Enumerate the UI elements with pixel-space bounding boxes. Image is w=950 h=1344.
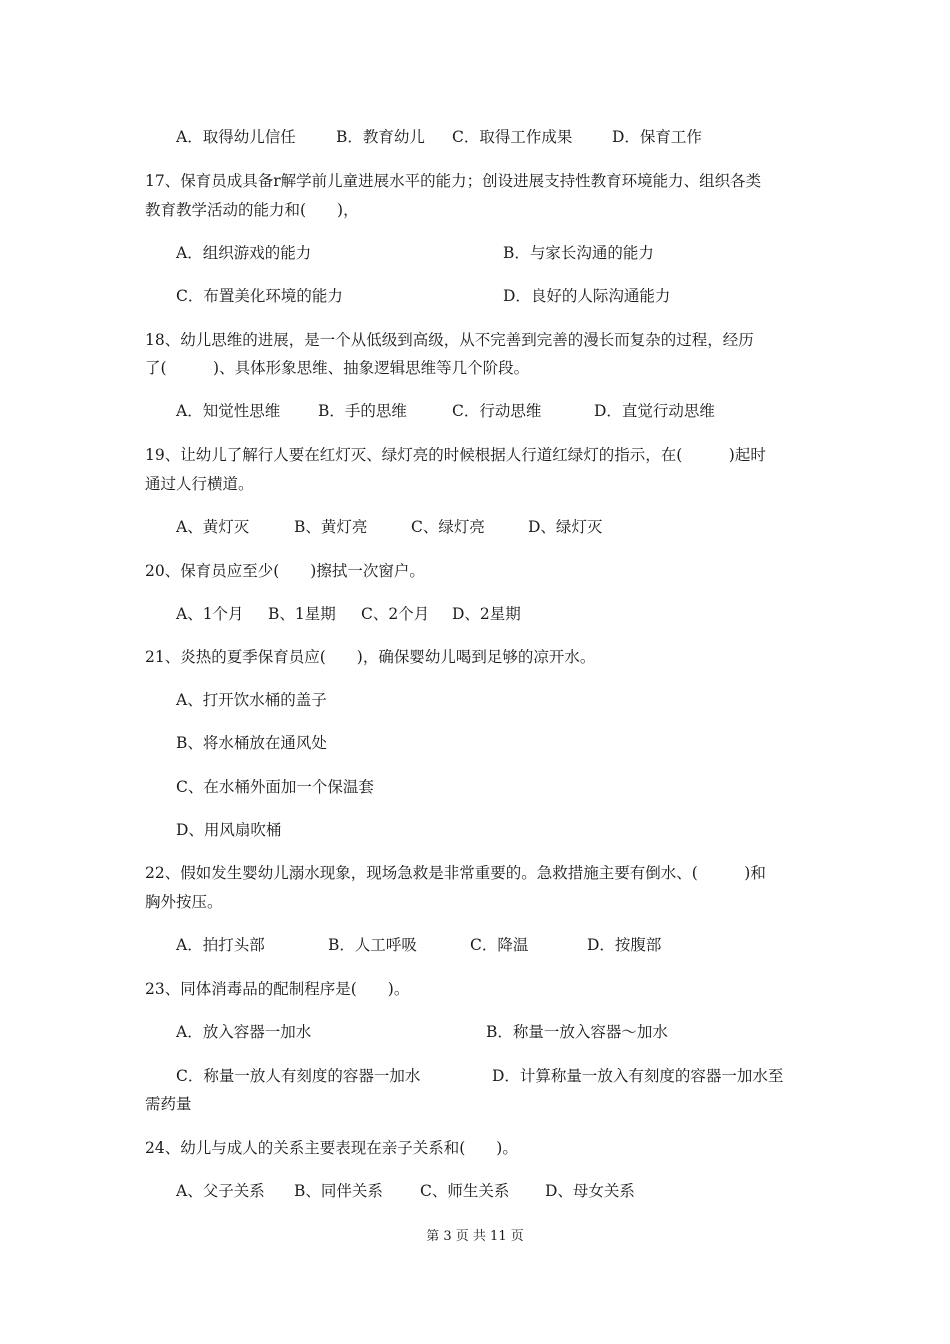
q20-option-d: D、2星期 <box>452 605 521 623</box>
q20-option-c: C、2个月 <box>361 605 430 623</box>
q17-line2: 教育教学活动的能力和( )， <box>145 201 359 219</box>
q24-option-d: D、母女关系 <box>545 1182 635 1200</box>
q20-option-a: A、1个月 <box>176 605 244 623</box>
q19-option-b: B、黄灯亮 <box>294 518 368 536</box>
q18-line2: 了( )、具体形象思维、抽象逻辑思维等几个阶段。 <box>145 359 530 377</box>
q21-option-c: C、在水桶外面加一个保温套 <box>176 778 374 796</box>
q19-line1: 19、让幼儿了解行人要在红灯灭、绿灯亮的时候根据人行道红绿灯的指示，在( )起时 <box>145 446 766 464</box>
q22-line1: 22、假如发生婴幼儿溺水现象，现场急救是非常重要的。急救措施主要有倒水、( )和 <box>145 864 766 882</box>
q19-option-a: A、黄灯灭 <box>176 518 250 536</box>
q18-line1: 18、幼儿思维的进展，是一个从低级到高级，从不完善到完善的漫长而复杂的过程，经历 <box>145 331 754 349</box>
q22-line2: 胸外按压。 <box>145 893 223 911</box>
q17-option-a: A．组织游戏的能力 <box>176 244 312 262</box>
q16-option-d: D．保育工作 <box>612 128 702 146</box>
q19-line2: 通过人行横道。 <box>145 475 254 493</box>
q21-option-b: B、将水桶放在通风处 <box>176 734 327 752</box>
page-number-footer: 第 3 页 共 11 页 <box>426 1229 524 1244</box>
q22-option-c: C．降温 <box>470 936 529 954</box>
q16-option-b: B．教育幼儿 <box>336 128 425 146</box>
q17-option-d: D．良好的人际沟通能力 <box>503 287 671 305</box>
q23-option-a: A．放入容器一加水 <box>176 1023 312 1041</box>
q24-option-c: C、师生关系 <box>420 1182 510 1200</box>
q21-option-a: A、打开饮水桶的盖子 <box>176 691 327 709</box>
q21-line1: 21、炎热的夏季保育员应( )，确保婴幼儿喝到足够的凉开水。 <box>145 648 596 666</box>
q18-option-b: B．手的思维 <box>318 402 407 420</box>
q24-option-a: A、父子关系 <box>176 1182 265 1200</box>
q23-line1: 23、同体消毒品的配制程序是( )。 <box>145 980 410 998</box>
q19-option-d: D、绿灯灭 <box>528 518 603 536</box>
q22-option-b: B．人工呼吸 <box>328 936 417 954</box>
q22-option-d: D．按腹部 <box>587 936 662 954</box>
q18-option-a: A．知觉性思维 <box>176 402 281 420</box>
q18-option-c: C．行动思维 <box>452 402 542 420</box>
q23-option-d: D．计算称量一放入有刻度的容器一加水至 <box>492 1067 784 1085</box>
q20-option-b: B、1星期 <box>268 605 336 623</box>
q17-option-c: C．布置美化环境的能力 <box>176 287 343 305</box>
q21-option-d: D、用风扇吹桶 <box>176 821 282 839</box>
q16-option-c: C．取得工作成果 <box>452 128 573 146</box>
q19-option-c: C、绿灯亮 <box>411 518 485 536</box>
q23-option-b: B．称量一放入容器～加水 <box>486 1023 668 1041</box>
q16-option-a: A．取得幼儿信任 <box>176 128 296 146</box>
q17-line1: 17、保育员成具备r解学前儿童进展水平的能力；创设进展支持性教育环境能力、组织各类 <box>145 172 762 190</box>
q23-option-d-wrap: 需药量 <box>145 1095 192 1113</box>
q20-line1: 20、保育员应至少( )擦拭一次窗户。 <box>145 562 425 580</box>
q22-option-a: A．拍打头部 <box>176 936 265 954</box>
q18-option-d: D．直觉行动思维 <box>594 402 715 420</box>
q24-line1: 24、幼儿与成人的关系主要表现在亲子关系和( )。 <box>145 1139 518 1157</box>
q23-option-c: C．称量一放人有刻度的容器一加水 <box>176 1067 421 1085</box>
q24-option-b: B、同伴关系 <box>294 1182 383 1200</box>
q17-option-b: B．与家长沟通的能力 <box>503 244 654 262</box>
